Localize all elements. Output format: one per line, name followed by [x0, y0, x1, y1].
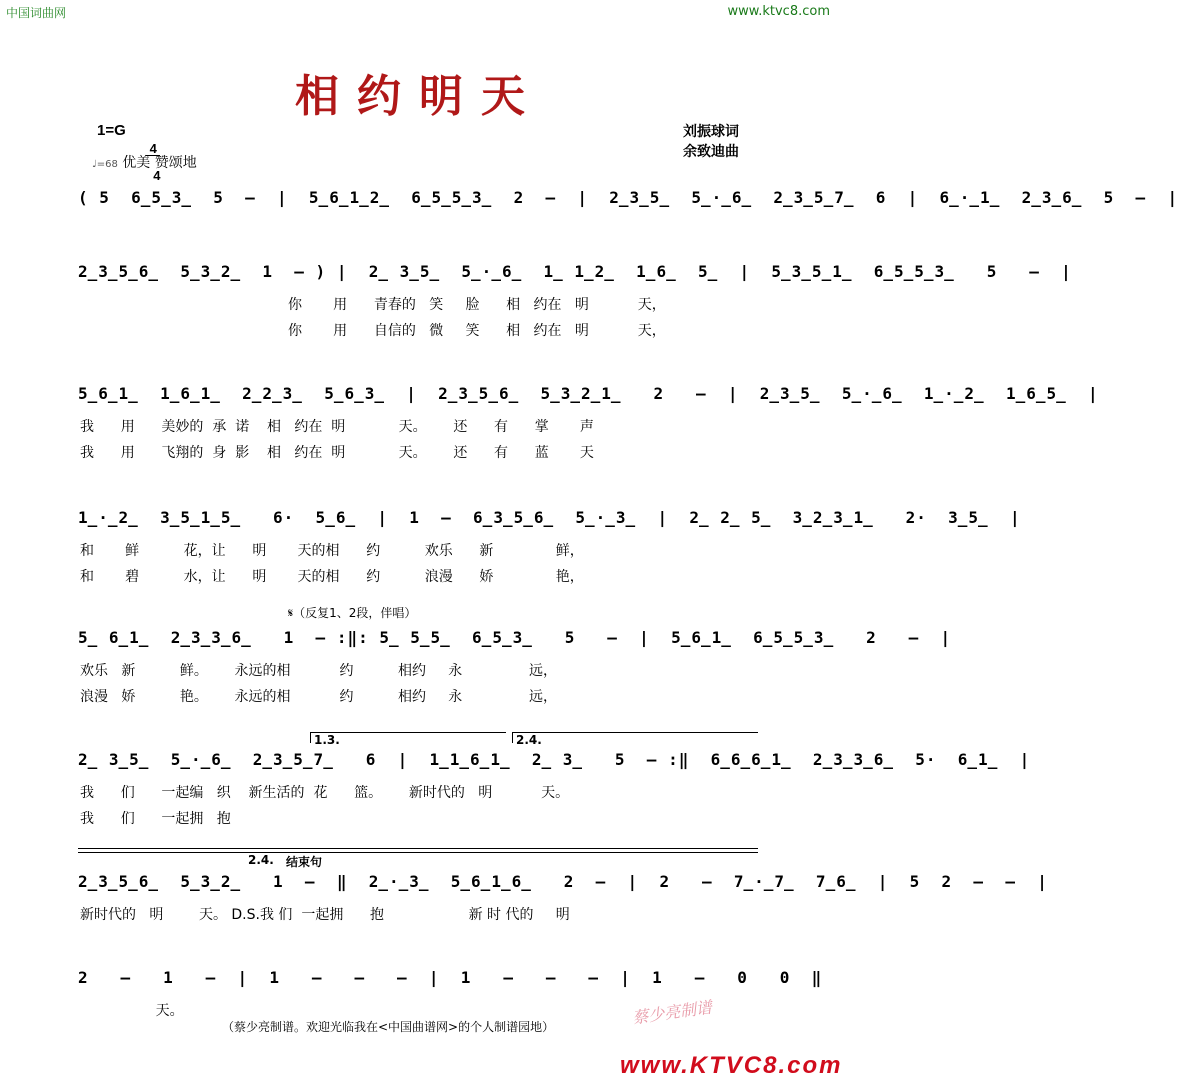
composer: 余致迪曲 — [683, 144, 739, 160]
footer-note: （蔡少亮制谱。欢迎光临我在<中国曲谱网>的个人制谱园地） — [222, 1020, 555, 1034]
lyric-row-4-verse-1: 和 鲜 花，让 明 天的相 约 欢乐 新 鲜， — [80, 543, 584, 559]
footer-url[interactable]: www.KTVC8.com — [620, 1052, 843, 1079]
lyricist: 刘振球词 — [683, 124, 739, 140]
lyric-row-5-verse-1: 欢乐 新 鲜。 永远的相 约 相约 永 远， — [80, 663, 558, 679]
site-url[interactable]: www.ktvc8.com — [727, 4, 830, 19]
score-row-7: 2̲3̲5̲6̲ 5̲3̲2̲ 1 – ‖ 2̲·̲3̲ 5̲6̲1̲6̲ 2 – | 2 – 7̲·̲7̲ 7̲6̲ | 5 2 – – | — [78, 872, 1048, 891]
score-row-6: 2̲ 3̲5̲ 5̲·̲6̲ 2̲3̲5̲7̲ 6 | 1̲1̲6̲1̲ 2̲ 3̲ 5 – :‖ 6̲6̲6̲1̲ 2̲3̲3̲6̲ 5· 6̲1̲ | — [78, 750, 1031, 769]
ending-label: 结束句 — [286, 855, 323, 869]
volta-label-3: 2.4. — [248, 853, 274, 867]
time-denominator: 4 — [153, 168, 161, 183]
volta-label-1: 1.3. — [314, 733, 340, 747]
time-signature — [146, 116, 160, 182]
watermark: 蔡少亮制谱 — [631, 997, 714, 1028]
lyric-row-5-verse-2: 浪漫 娇 艳。 永远的相 约 相约 永 远， — [80, 689, 558, 705]
lyric-row-8-verse-1: 天。 — [80, 1003, 184, 1019]
lyric-row-7-verse-1: 新时代的 明 天。 D.S.我 们 一起拥 抱 新 时 代的 明 — [80, 907, 570, 923]
key-signature: 1=G — [97, 122, 126, 139]
volta-label-2: 2.4. — [516, 733, 542, 747]
lyric-row-3-verse-1: 我 用 美妙的 承 诺 相 约在 明 天。 还 有 掌 声 — [80, 419, 594, 435]
score-row-4: 1̲·̲2̲ 3̲5̲1̲5̲ 6· 5̲6̲ | 1 – 6̲3̲5̲6̲ 5̲·̲3̲ | 2̲ 2̲ 5̲ 3̲2̲3̲1̲ 2· 3̲5̲ | — [78, 508, 1021, 527]
ending-rule-bottom — [78, 852, 758, 853]
tempo-line — [92, 152, 197, 172]
score-row-5: 5̲ 6̲1̲ 2̲3̲3̲6̲ 1 – :‖: 5̲ 5̲5̲ 6̲5̲3̲ 5 – | 5̲6̲1̲ 6̲5̲5̲3̲ 2 – | — [78, 628, 952, 647]
score-row-8: 2 – 1 – | 1 – – – | 1 – – – | 1 – 0 0 ‖ — [78, 968, 823, 987]
expression-mark: 优美 赞颂地 — [122, 155, 197, 171]
lyric-row-3-verse-2: 我 用 飞翔的 身 影 相 约在 明 天。 还 有 蓝 天 — [80, 445, 594, 461]
lyric-row-4-verse-2: 和 碧 水，让 明 天的相 约 浪漫 娇 艳， — [80, 569, 584, 585]
score-row-1: ( 5 6̲5̲3̲ 5 – | 5̲6̲1̲2̲ 6̲5̲5̲3̲ 2 – | 2̲3̲5̲ 5̲·̲6̲ 2̲3̲5̲7̲ 6 | 6̲·̲1̲ 2̲3̲6̲ 5 – | — [78, 188, 1178, 207]
lyric-row-6-verse-1: 我 们 一起编 织 新生活的 花 篮。 新时代的 明 天。 — [80, 785, 570, 801]
lyric-row-2-verse-1: 你 用 青春的 笑 脸 相 约在 明 天， — [288, 297, 666, 313]
song-title: 相约明天 — [295, 71, 543, 122]
lyric-row-2-verse-2: 你 用 自信的 微 笑 相 约在 明 天， — [288, 323, 666, 339]
score-row-3: 5̲6̲1̲ 1̲6̲1̲ 2̲2̲3̲ 5̲6̲3̲ | 2̲3̲5̲6̲ 5̲3̲2̲1̲ 2 – | 2̲3̲5̲ 5̲·̲6̲ 1̲·̲2̲ 1̲6̲5̲ | — [78, 384, 1099, 403]
score-row-2: 2̲3̲5̲6̲ 5̲3̲2̲ 1 – ) | 2̲ 3̲5̲ 5̲·̲6̲ 1̲ 1̲2̲ 1̲6̲ 5̲ | 5̲3̲5̲1̲ 6̲5̲5̲3̲ 5 – | — [78, 262, 1072, 281]
time-numerator: 4 — [146, 142, 160, 156]
lyric-row-6-verse-2: 我 们 一起拥 抱 — [80, 811, 231, 827]
tempo-mark: ♩=68 — [92, 159, 118, 170]
site-name[interactable]: 中国词曲网 — [6, 6, 67, 20]
segno-note: 𝄋（反复1、2段，伴唱） — [288, 606, 417, 620]
ending-rule-top — [78, 848, 758, 849]
volta-bracket-2 — [512, 732, 758, 743]
